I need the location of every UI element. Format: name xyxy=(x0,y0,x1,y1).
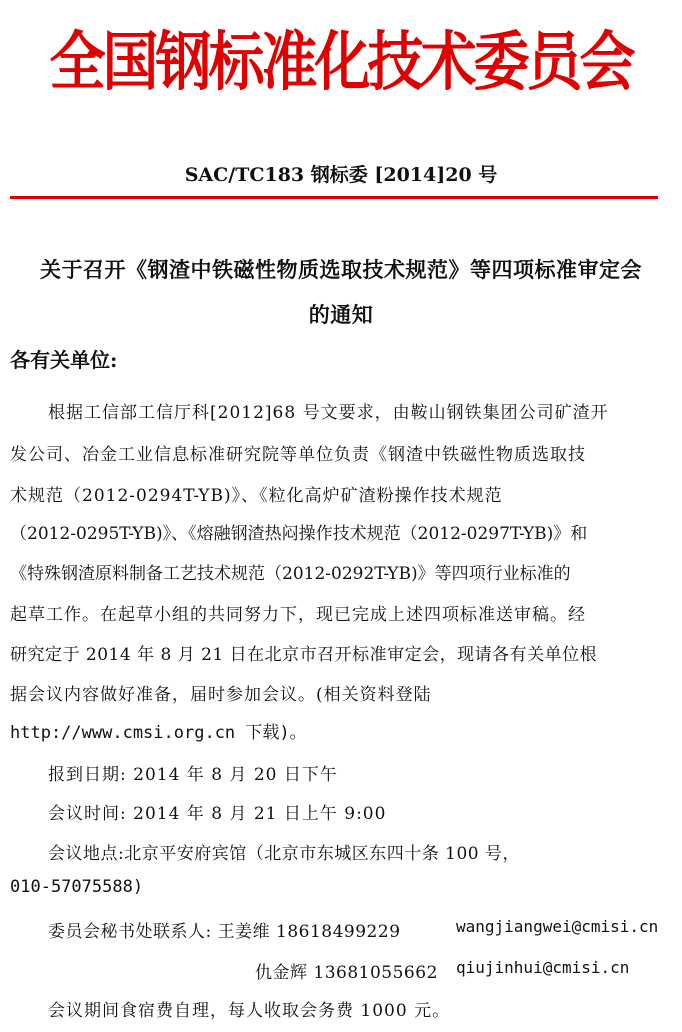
red-divider xyxy=(10,196,658,199)
document-number: SAC/TC183 钢标委 [2014]20 号 xyxy=(184,164,498,186)
body-line: 《特殊钢渣原料制备工艺技术规范（2012-0292T-YB)》等四项行业标准的 xyxy=(10,564,571,584)
body-line: （2012-0295T-YB)》、《熔融钢渣热闷操作技术规范（2012-0297T-YB)》和 xyxy=(10,524,588,544)
meeting-time: 会议时间: 2014 年 8 月 21 日上午 9:00 xyxy=(48,804,387,824)
resource-link-text: http://www.cmsi.org.cn 下载)。 xyxy=(10,723,307,743)
body-line: 发公司、冶金工业信息标准研究院等单位负责《钢渣中铁磁性物质选取技 xyxy=(10,445,586,465)
notice-title-line2: 的通知 xyxy=(308,302,374,327)
contact-secondary: 仇金辉 13681055662 xyxy=(255,963,438,983)
body-line: 术规范（2012-0294T-YB)》、《粒化高炉矿渣粉操作技术规范 xyxy=(10,486,503,506)
contact-primary: 委员会秘书处联系人: 王姜维 18618499229 xyxy=(48,922,401,942)
body-line: 起草工作。在起草小组的共同努力下，现已完成上述四项标准送审稿。经 xyxy=(10,605,586,625)
notice-title-line1: 关于召开《钢渣中铁磁性物质选取技术规范》等四项标准审定会 xyxy=(40,257,642,282)
report-date: 报到日期: 2014 年 8 月 20 日下午 xyxy=(48,765,338,785)
body-line: 根据工信部工信厅科[2012]68 号文要求，由鞍山钢铁集团公司矿渣开 xyxy=(48,403,609,423)
contact-primary-email: wangjiangwei@cmisi.cn xyxy=(456,917,659,936)
meeting-place: 会议地点:北京平安府宾馆（北京市东城区东四十条 100 号， xyxy=(48,844,520,864)
organization-title: 全国钢标准化技术委员会 xyxy=(49,25,633,101)
salutation: 各有关单位: xyxy=(10,348,118,372)
fee-note: 会议期间食宿费自理，每人收取会务费 1000 元。 xyxy=(48,1001,451,1021)
body-line: 据会议内容做好准备，届时参加会议。(相关资料登陆 xyxy=(10,685,432,705)
body-line: 研究定于 2014 年 8 月 21 日在北京市召开标准审定会，现请各有关单位根 xyxy=(10,645,598,665)
contact-secondary-email: qiujinhui@cmisi.cn xyxy=(456,958,630,977)
meeting-phone: 010-57075588) xyxy=(10,877,144,897)
